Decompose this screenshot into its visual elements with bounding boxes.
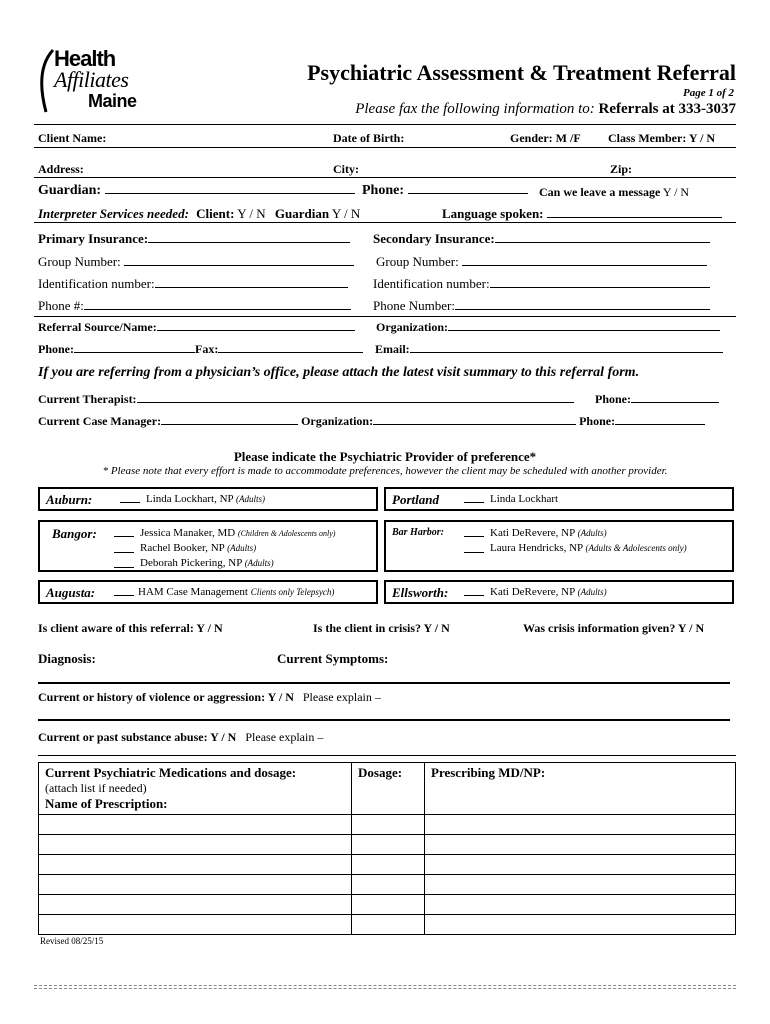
bar-harbor-option-1-name: Kati DeRevere, NP [490,527,575,539]
phone-2-label: Phone Number: [373,298,455,313]
fax-text: Please fax the following information to: [355,101,599,117]
therapist-phone-field[interactable] [631,392,719,403]
portland-label: Portland [392,492,439,507]
violence-explain-label: Please explain – [302,690,381,704]
medications-col-sub: (attach list if needed) [45,781,147,795]
dosage-cell[interactable] [352,855,425,875]
bangor-label: Bangor: [52,526,97,541]
therapist-phone-label: Phone: [595,392,631,406]
language-label: Language spoken: [442,206,544,221]
auburn-option-1-note: (Adults) [236,494,266,504]
dosage-cell[interactable] [352,875,425,895]
interpreter-client-yn[interactable]: Y / N [234,206,266,221]
language-field[interactable] [547,207,722,218]
group-number-2-row [376,254,707,270]
group-number-1-label: Group Number: [38,254,121,269]
zip-label: Zip: [610,162,633,176]
referral-email-label: Email: [375,342,410,356]
table-row [39,895,736,915]
referral-contact-row [38,342,363,357]
phone-1-label: Phone #: [38,298,84,313]
therapist-field[interactable] [137,392,574,403]
phone-1-field[interactable] [84,299,351,310]
therapist-row [38,392,574,407]
logo-line-health: Health [54,46,116,71]
medication-cell[interactable] [39,835,352,855]
augusta-label: Augusta: [46,585,96,600]
auburn-option-1-check[interactable] [120,492,140,503]
primary-insurance-row [38,231,350,247]
portland-box [384,487,734,511]
augusta-option-1-name: HAM Case Management [138,586,248,598]
prescriber-cell[interactable] [425,835,736,855]
provider-note: * Please note that every effort is made to accommodate preferences, however the client may be scheduled with another provider. [102,465,668,477]
crisis-info-field[interactable]: Was crisis information given? Y / N [523,621,705,635]
secondary-insurance-field[interactable] [495,232,710,243]
id-number-2-field[interactable] [490,277,710,288]
therapist-label: Current Therapist: [38,392,137,406]
interpreter-row [38,206,360,222]
substance-label[interactable]: Current or past substance abuse: Y / N [38,730,237,744]
in-crisis-field[interactable]: Is the client in crisis? Y / N [313,621,450,635]
provider-heading: Please indicate the Psychiatric Provider of preference* [233,449,537,464]
referral-phone-field[interactable] [74,342,195,353]
divider [34,124,736,125]
auburn-label: Auburn: [46,492,93,507]
primary-insurance-label: Primary Insurance: [38,231,149,246]
medication-cell[interactable] [39,815,352,835]
medication-cell[interactable] [39,915,352,935]
referral-org-label: Organization: [376,320,448,334]
medication-cell[interactable] [39,855,352,875]
ellsworth-option-1-name: Kati DeRevere, NP [490,586,575,598]
divider [34,177,736,178]
violence-line [38,719,730,721]
dosage-col-header: Dosage: [352,763,425,815]
diagnosis-label: Diagnosis: [38,651,96,666]
referral-org-row [376,320,720,335]
referral-source-label: Referral Source/Name: [38,320,157,334]
bar-harbor-option-2-note: (Adults & Adolescents only) [585,543,687,553]
physician-notice: If you are referring from a physician’s office, please attach the latest visit summary to this referral form. [38,365,640,380]
bangor-option-3-note: (Adults) [244,558,274,568]
bangor-option-3 [140,557,274,569]
footer-rule [34,988,736,989]
page-number: Page 1 of 2 [682,87,734,99]
case-org-field[interactable] [373,414,576,425]
table-row [39,855,736,875]
language-row [442,206,722,222]
leave-message-yn[interactable]: Y / N [660,185,690,199]
group-number-1-field[interactable] [124,255,354,266]
augusta-box [38,580,378,604]
revised-date: Revised 08/25/15 [40,936,104,946]
secondary-insurance-row [373,231,710,247]
leave-message-label: Can we leave a message [539,185,661,199]
auburn-option-1-name: Linda Lockhart, NP [146,493,234,505]
ellsworth-option-1-note: (Adults) [577,587,607,597]
bar-harbor-option-1 [490,527,607,539]
dosage-cell[interactable] [352,815,425,835]
ellsworth-label: Ellsworth: [392,585,449,600]
bar-harbor-label: Bar Harbor: [392,527,444,538]
logo [38,46,163,116]
augusta-option-1-check[interactable] [114,585,134,596]
guardian-field[interactable] [105,183,355,194]
medication-cell[interactable] [39,895,352,915]
divider [34,316,736,317]
referral-org-field[interactable] [448,320,720,331]
portland-option-1-check[interactable] [464,492,484,503]
medications-table [38,762,736,935]
bangor-box [38,520,378,572]
bangor-option-1-note: (Children & Adolescents only) [237,529,336,538]
diagnosis-line [38,682,730,684]
gender-field[interactable]: Gender: M /F [510,131,581,145]
logo-line-maine: Maine [88,91,137,111]
dosage-cell[interactable] [352,895,425,915]
primary-insurance-field[interactable] [148,232,350,243]
guardian-phone-label: Phone: [362,183,404,198]
guardian-phone-field[interactable] [408,183,528,194]
id-number-2-label: Identification number: [373,276,490,291]
dosage-cell[interactable] [352,915,425,935]
footer-rule [34,985,736,986]
bangor-option-2-check[interactable] [114,542,134,553]
bangor-option-2-note: (Adults) [227,543,257,553]
referral-source-field[interactable] [157,320,355,331]
id-number-1-field[interactable] [155,277,348,288]
referral-fax-label: Fax: [195,342,219,356]
case-phone-label: Phone: [579,414,616,428]
divider [34,147,736,148]
ellsworth-option-1-check[interactable] [464,585,484,596]
fax-number: Referrals at 333-3037 [598,101,736,117]
case-manager-label: Current Case Manager: [38,414,162,428]
secondary-insurance-label: Secondary Insurance: [373,231,495,246]
prescriber-cell[interactable] [425,815,736,835]
ellsworth-option-1 [490,586,607,598]
referral-source-row [38,320,355,335]
guardian-label: Guardian: [38,183,102,198]
ellsworth-box [384,580,734,604]
bangor-option-3-check[interactable] [114,557,134,568]
bar-harbor-option-2-check[interactable] [464,542,484,553]
leave-message-row [539,185,689,200]
portland-option-1: Linda Lockhart [490,493,559,505]
divider [34,222,736,223]
bangor-option-3-name: Deborah Pickering, NP [140,557,242,569]
class-member-field[interactable]: Class Member: Y / N [608,131,716,145]
guardian-phone-row [362,183,528,199]
phone-1-row [38,298,351,314]
substance-row [38,730,323,745]
group-number-2-label: Group Number: [376,254,459,269]
bangor-option-2 [140,542,256,554]
bangor-option-1-check[interactable] [114,526,134,537]
substance-explain-label: Please explain – [245,730,324,744]
table-row [39,815,736,835]
bar-harbor-box [384,520,734,572]
interpreter-guardian-label: Guardian [274,206,330,221]
bar-harbor-option-2-name: Laura Hendricks, NP [490,542,583,554]
referral-aware-field[interactable]: Is client aware of this referral: Y / N [38,621,223,635]
city-label: City: [333,162,359,176]
prescriber-cell[interactable] [425,875,736,895]
referral-fax-field[interactable] [218,342,363,353]
case-manager-row [38,414,705,429]
violence-label[interactable]: Current or history of violence or aggression: Y / N [38,690,294,704]
prescriber-cell[interactable] [425,895,736,915]
bar-harbor-option-1-note: (Adults) [577,528,607,538]
medication-cell[interactable] [39,875,352,895]
referral-phone-label: Phone: [38,342,74,356]
interpreter-guardian-yn[interactable]: Y / N [329,206,361,221]
logo-line-affiliates: Affiliates [54,67,129,92]
bangor-option-1 [140,527,335,539]
bar-harbor-option-1-check[interactable] [464,526,484,537]
prescriber-col-header: Prescribing MD/NP: [425,763,736,815]
bangor-option-2-name: Rachel Booker, NP [140,542,225,554]
client-name-label: Client Name: [38,131,107,145]
auburn-box [38,487,378,511]
dosage-cell[interactable] [352,835,425,855]
address-label: Address: [38,162,84,176]
phone-2-field[interactable] [455,299,710,310]
referral-email-field[interactable] [410,342,723,353]
augusta-option-1-note: Clients only Telepsych) [250,587,335,597]
interpreter-client-label: Client: [196,206,235,221]
table-row [39,875,736,895]
violence-row [38,690,381,705]
case-phone-field[interactable] [615,414,705,425]
dob-label: Date of Birth: [333,131,405,145]
prescriber-cell[interactable] [425,915,736,935]
auburn-option-1 [146,493,265,505]
id-number-2-row [373,276,710,292]
prescriber-cell[interactable] [425,855,736,875]
group-number-2-field[interactable] [462,255,707,266]
interpreter-label: Interpreter Services needed: [38,206,189,221]
table-row [39,835,736,855]
page-title: Psychiatric Assessment & Treatment Referral [307,60,736,85]
medications-header-row [39,763,736,815]
table-row [39,915,736,935]
case-org-label: Organization: [301,414,374,428]
substance-line [38,755,736,756]
group-number-1-row [38,254,354,270]
id-number-1-label: Identification number: [38,276,155,291]
case-manager-field[interactable] [161,414,298,425]
therapist-phone-row [595,392,719,407]
guardian-row [38,183,355,199]
bangor-option-1-name: Jessica Manaker, MD [140,527,236,539]
augusta-option-1 [138,586,334,598]
phone-2-row [373,298,710,314]
medications-col-header [39,763,352,815]
bar-harbor-option-2 [490,542,687,554]
referral-email-row [375,342,723,357]
medications-col-title: Current Psychiatric Medications and dosage: [45,765,297,780]
id-number-1-row [38,276,348,292]
medications-col-name: Name of Prescription: [45,796,168,811]
fax-instruction [355,101,736,118]
symptoms-label: Current Symptoms: [277,651,389,666]
